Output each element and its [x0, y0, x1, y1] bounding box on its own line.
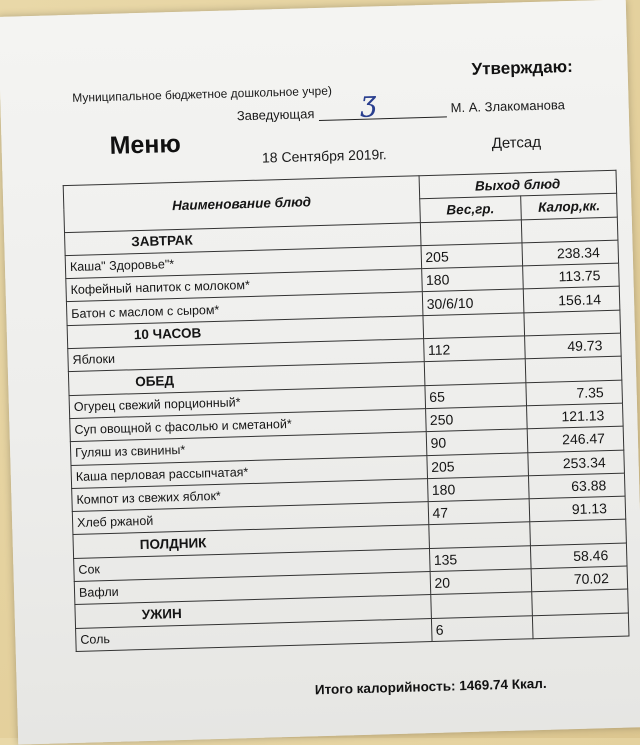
dish-weight: 47	[428, 499, 530, 525]
menu-table-body	[64, 217, 628, 652]
dish-weight: 180	[427, 476, 529, 502]
dish-weight: 20	[430, 569, 532, 595]
dish-name: Каша" Здоровье"*	[65, 246, 421, 279]
organization-name: Муниципальное бюджетное дошкольное учре)	[72, 83, 333, 105]
empty-cell	[424, 359, 526, 385]
empty-cell	[420, 219, 522, 245]
dish-weight: 180	[421, 266, 523, 292]
dish-name: Вафли	[74, 572, 430, 605]
dish-name: Каша перловая рассыпчатая*	[71, 455, 427, 488]
signature-line	[319, 116, 447, 121]
col-header-output: Выход блюд	[419, 170, 617, 199]
dish-weight: 90	[426, 429, 528, 455]
dish-name: Гуляш из свинины*	[70, 432, 426, 465]
total-calories: Итого калорийность: 1469.74 Ккал.	[314, 675, 547, 698]
empty-cell	[530, 520, 626, 546]
dish-weight: 30/6/10	[422, 289, 524, 315]
dish-name: Яблоки	[68, 339, 424, 372]
menu-table	[63, 170, 630, 652]
col-header-name: Наименование блюд	[63, 176, 420, 233]
dish-weight: 205	[426, 452, 528, 478]
head-label: Заведующая	[236, 106, 315, 124]
dish-calories: 63.88	[529, 473, 625, 499]
dish-calories: 70.02	[531, 566, 627, 592]
col-header-weight: Вес,гр.	[419, 196, 521, 222]
approve-label: Утверждаю:	[471, 56, 574, 79]
dish-name: Сок	[74, 548, 430, 581]
empty-cell	[524, 310, 620, 336]
dish-calories: 58.46	[531, 543, 627, 569]
dish-weight: 112	[423, 336, 525, 362]
dish-name: Соль	[76, 618, 432, 651]
dish-calories: 156.14	[523, 287, 619, 313]
empty-cell	[525, 357, 621, 383]
dish-name: Кофейный напиток с молоком*	[66, 269, 422, 302]
dish-weight: 65	[424, 382, 526, 408]
head-name: М. А. Злакоманова	[450, 97, 566, 116]
dish-name: Компот из свежих яблок*	[72, 478, 428, 511]
institution-type: Детсад	[491, 133, 542, 153]
empty-cell	[430, 592, 532, 618]
empty-cell	[422, 313, 524, 339]
section-title: ОБЕД	[68, 362, 424, 395]
dish-weight: 205	[421, 243, 523, 269]
dish-calories: 49.73	[525, 333, 621, 359]
handwritten-signature: Ӡ	[360, 90, 377, 124]
menu-date: 18 Сентября 2019г.	[261, 146, 387, 166]
page-title: Меню	[109, 129, 182, 160]
section-title: ЗАВТРАК	[64, 222, 420, 255]
dish-calories: 253.34	[528, 450, 624, 476]
col-header-calories: Калор,кк.	[521, 194, 617, 220]
dish-calories	[533, 613, 629, 639]
dish-calories: 7.35	[526, 380, 622, 406]
dish-name: Суп овощной с фасолью и сметаной*	[70, 409, 426, 442]
dish-name: Хлеб ржаной	[72, 502, 428, 535]
dish-weight: 250	[425, 406, 527, 432]
dish-name: Батон с маслом с сыром*	[66, 292, 422, 325]
section-title: УЖИН	[75, 595, 431, 628]
dish-weight: 135	[429, 545, 531, 571]
section-title: 10 ЧАСОВ	[67, 315, 423, 348]
dish-calories: 238.34	[522, 240, 618, 266]
dish-calories: 121.13	[527, 403, 623, 429]
dish-calories: 113.75	[523, 263, 619, 289]
dish-name: Огурец свежий порционный*	[69, 385, 425, 418]
empty-cell	[532, 589, 628, 615]
dish-calories: 246.47	[527, 426, 623, 452]
empty-cell	[522, 217, 618, 243]
empty-cell	[428, 522, 530, 548]
dish-calories: 91.13	[529, 496, 625, 522]
dish-weight: 6	[431, 615, 533, 641]
section-title: ПОЛДНИК	[73, 525, 429, 558]
